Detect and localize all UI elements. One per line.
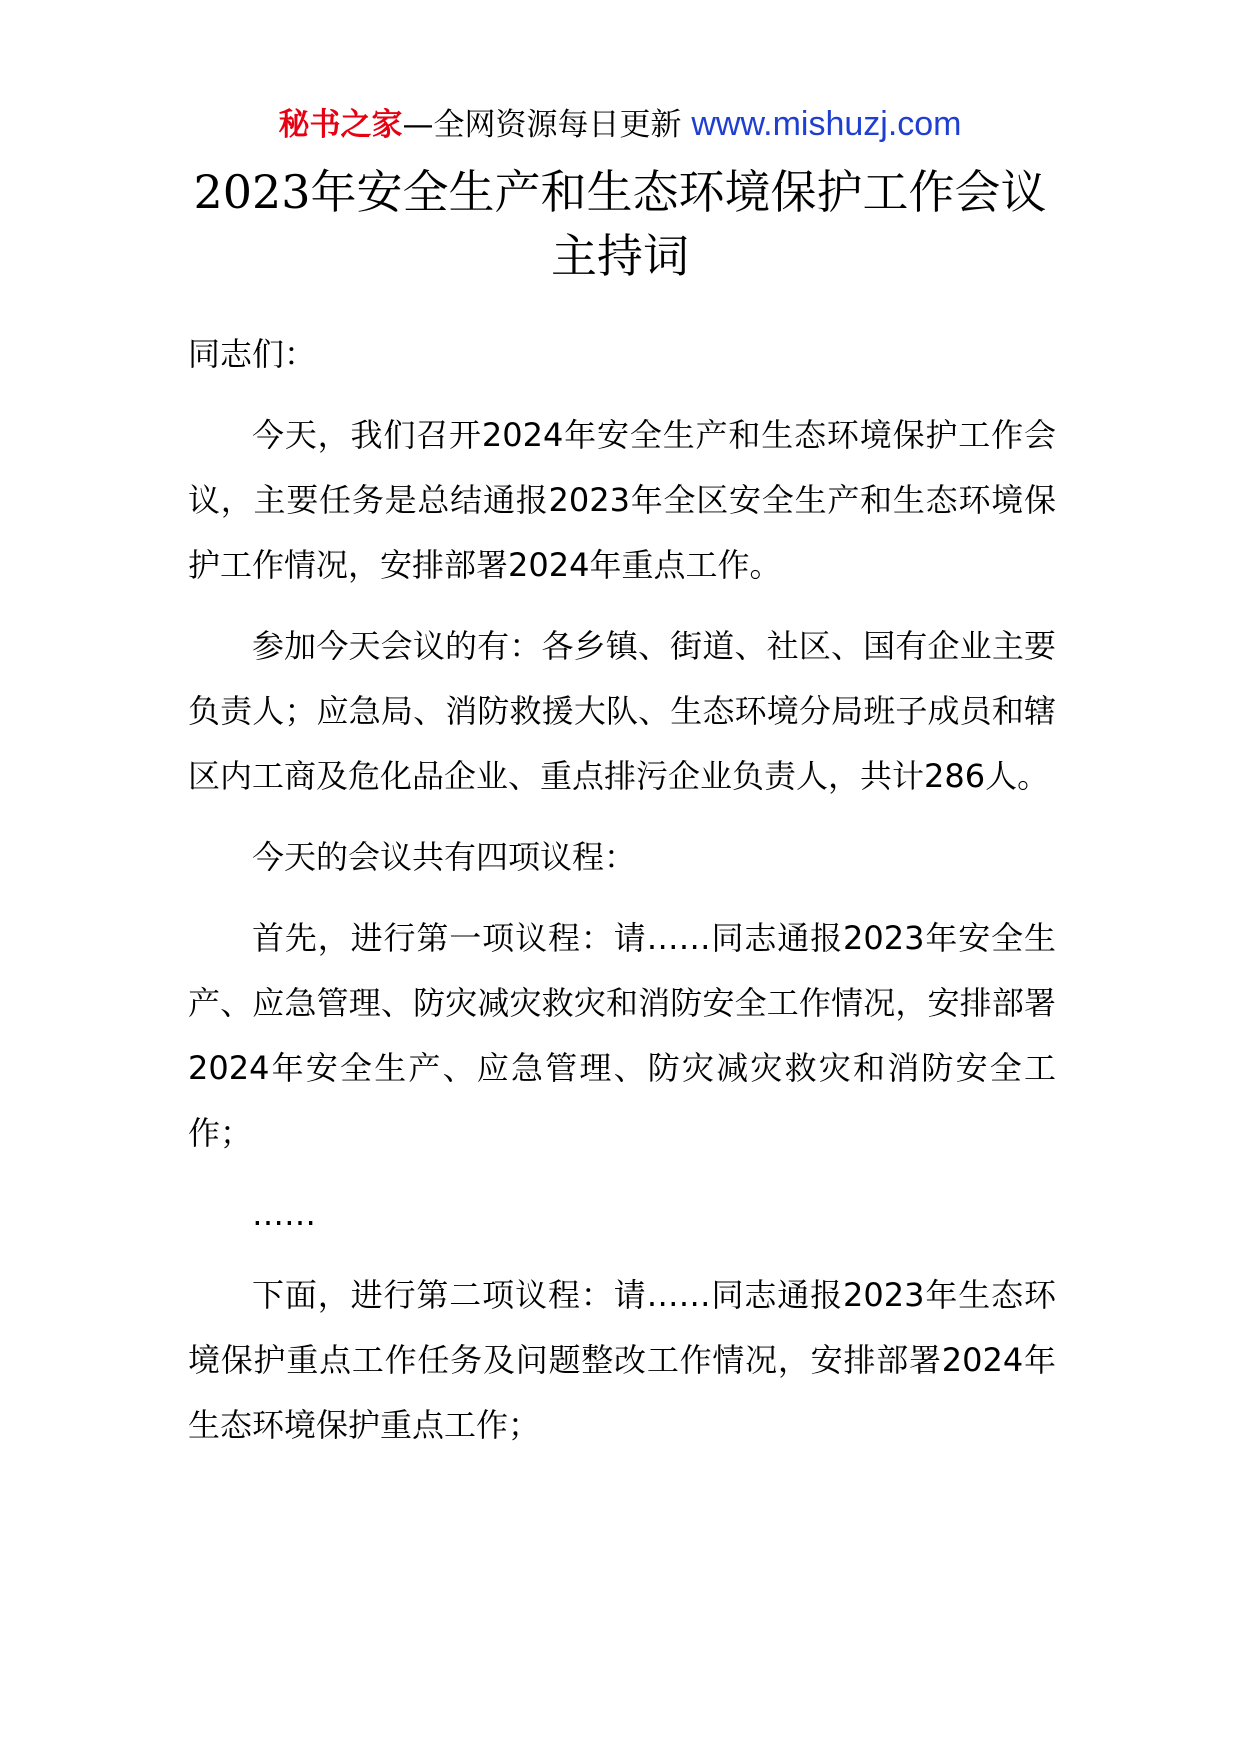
paragraph-agenda-intro: 今天的会议共有四项议程： [252, 838, 637, 876]
document-title [150, 160, 1090, 288]
header-slogan: —全网资源每日更新 [402, 107, 682, 143]
title-year: 2023 [193, 165, 311, 219]
document-body [188, 322, 1056, 1474]
paragraph-agenda-item-2: 下面，进行第二项议程：请……同志通报2023年生态环境保护重点工作任务及问题整改工作情况，安排部署2024年生态环境保护重点工作； [188, 1276, 1056, 1444]
paragraph-attendees: 参加今天会议的有：各乡镇、街道、社区、国有企业主要负责人；应急局、消防救援大队、生态环境分局班子成员和辖区内工商及危化品企业、重点排污企业负责人，共计286人。 [188, 627, 1056, 795]
brand-name: 秘书之家 [278, 107, 403, 143]
site-url-link[interactable]: www.mishuzj.com [691, 105, 962, 143]
title-line2: 主持词 [551, 229, 689, 283]
paragraph-agenda-item-1: 首先，进行第一项议程：请……同志通报2023年安全生产、应急管理、防灾减灾救灾和消防安全工作情况，安排部署2024年安全生产、应急管理、防灾减灾救灾和消防安全工作； [188, 919, 1056, 1152]
paragraph-opening: 今天，我们召开2024年安全生产和生态环境保护工作会议，主要任务是总结通报2023年全区安全生产和生态环境保护工作情况，安排部署2024年重点工作。 [188, 416, 1056, 584]
greeting: 同志们： [188, 335, 317, 373]
paragraph-ellipsis: …… [252, 1195, 316, 1233]
site-header [0, 102, 1240, 147]
title-line1: 年安全生产和生态环境保护工作会议 [310, 165, 1047, 219]
